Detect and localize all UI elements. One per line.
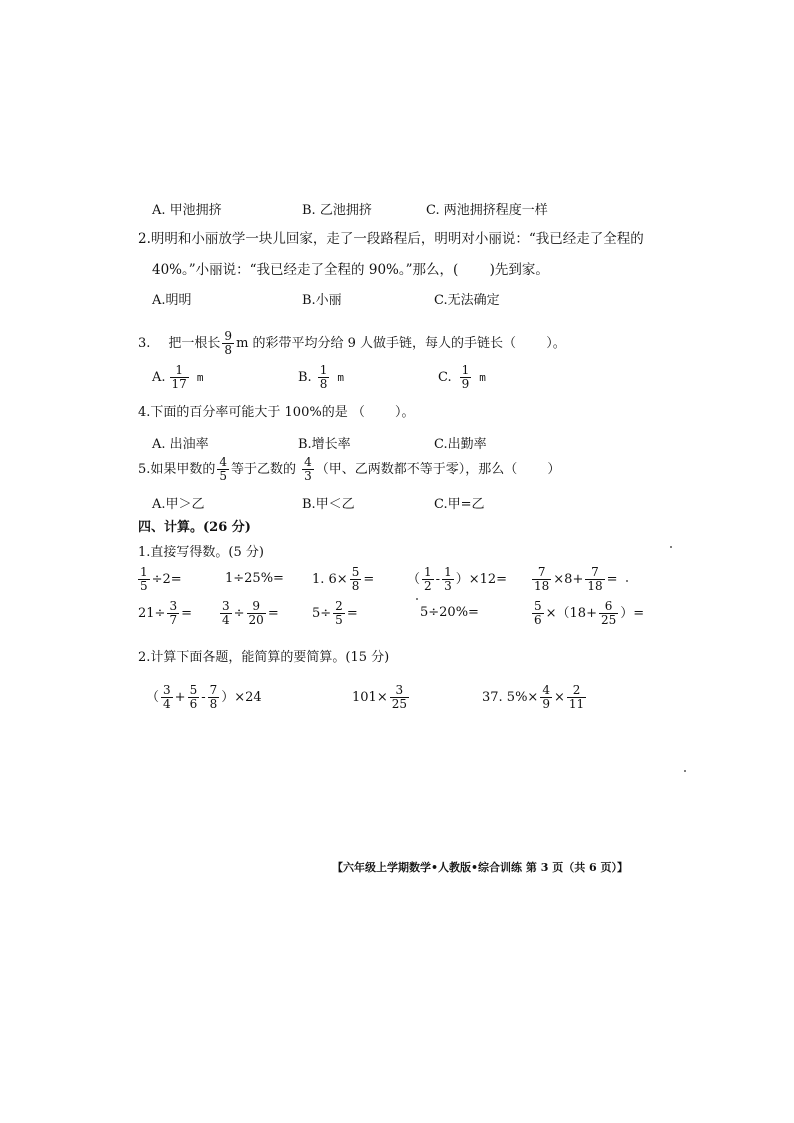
calc-2-3: 37. 5%× $\frac{4}{9}$ × $\frac{2}{11}$ xyxy=(482,683,585,711)
calc-1-2: 1÷25%= xyxy=(225,571,284,586)
q1-option-b: B. 乙池拥挤 xyxy=(302,203,372,218)
scan-speck xyxy=(684,770,686,772)
q2-option-a: A.明明 xyxy=(152,293,192,308)
q5-fraction-1: $\frac{4}{5}$ xyxy=(219,455,228,483)
q3-number: 3. xyxy=(138,335,151,351)
calc-1-8: 5÷ $\frac{2}{5}$ = xyxy=(312,599,358,627)
scan-speck xyxy=(416,598,418,600)
q3-option-c: C. $\frac{1}{9}$ m xyxy=(438,363,486,391)
q2-line2: 40%。”小丽说：“我已经走了全程的 90%。”那么，( )先到家。 xyxy=(152,262,549,278)
q3-option-a: A. $\frac{1}{17}$ m xyxy=(152,363,204,391)
q4-option-b: B.增长率 xyxy=(298,437,351,452)
q4-question: 4.下面的百分率可能大于 100%的是 （ ）。 xyxy=(138,405,415,420)
q5-question: 5.如果甲数的 $\frac{4}{5}$ 等于乙数的 $\frac{4}{3}$ （甲、乙两数都不等于零），那么（ ） xyxy=(138,455,561,483)
q4-option-c: C.出勤率 xyxy=(434,437,487,452)
q4-option-a: A. 出油率 xyxy=(152,437,209,452)
q1-option-c: C. 两池拥挤程度一样 xyxy=(426,203,548,218)
calc-1-6: 21÷ $\frac{3}{7}$ = xyxy=(138,599,192,627)
calc-1-4: （ $\frac{1}{2}$ - $\frac{1}{3}$ ）×12= xyxy=(407,565,508,593)
q2-line1: 2.明明和小丽放学一块儿回家，走了一段路程后，明明对小丽说：“我已经走了全程的 xyxy=(138,231,644,247)
q5-option-a: A.甲＞乙 xyxy=(152,497,205,512)
q3-pre: 把一根长 xyxy=(168,335,221,351)
q2-option-c: C.无法确定 xyxy=(434,293,500,308)
q2-option-b: B.小丽 xyxy=(302,293,342,308)
q5-option-b: B.甲＜乙 xyxy=(302,497,355,512)
section-4-title: 四、计算。(26 分) xyxy=(138,520,251,535)
calc-1-1: $\frac{1}{5}$ ÷2= xyxy=(140,565,182,593)
calc-1-5: $\frac{7}{18}$ ×8+ $\frac{7}{18}$ = xyxy=(534,565,618,593)
q1-option-a: A. 甲池拥挤 xyxy=(152,203,222,218)
scan-speck xyxy=(626,580,628,582)
q5-fraction-2: $\frac{4}{3}$ xyxy=(304,455,312,483)
calc-1-7: $\frac{3}{4}$ ÷ $\frac{9}{20}$ = xyxy=(222,599,279,627)
q3-fraction: $\frac{9}{8}$ xyxy=(224,329,233,357)
q5-option-c: C.甲=乙 xyxy=(434,497,485,512)
q3-option-b: B. $\frac{1}{8}$ m xyxy=(298,363,344,391)
calc-1-3: 1. 6× $\frac{5}{8}$ = xyxy=(312,565,375,593)
calc-2-1: （ $\frac{3}{4}$ + $\frac{5}{6}$ - $\frac{7}{8}$ ）×24 xyxy=(146,683,262,711)
part1-title: 1.直接写得数。(5 分) xyxy=(138,545,264,560)
calc-1-9: 5÷20%= xyxy=(420,605,479,620)
q3-post: m 的彩带平均分给 9 人做手链，每人的手链长（ ）。 xyxy=(236,335,566,351)
page-footer: 【六年级上学期数学•人教版•综合训练 第 3 页（共 6 页）】 xyxy=(332,861,629,874)
part2-title: 2.计算下面各题，能简算的要简算。(15 分) xyxy=(138,650,390,665)
q3-question xyxy=(138,330,566,356)
calc-2-2: 101× $\frac{3}{25}$ xyxy=(352,683,407,711)
scan-speck xyxy=(670,546,672,548)
calc-1-10: $\frac{5}{6}$ ×（18+ $\frac{6}{25}$ ）= xyxy=(534,599,645,627)
